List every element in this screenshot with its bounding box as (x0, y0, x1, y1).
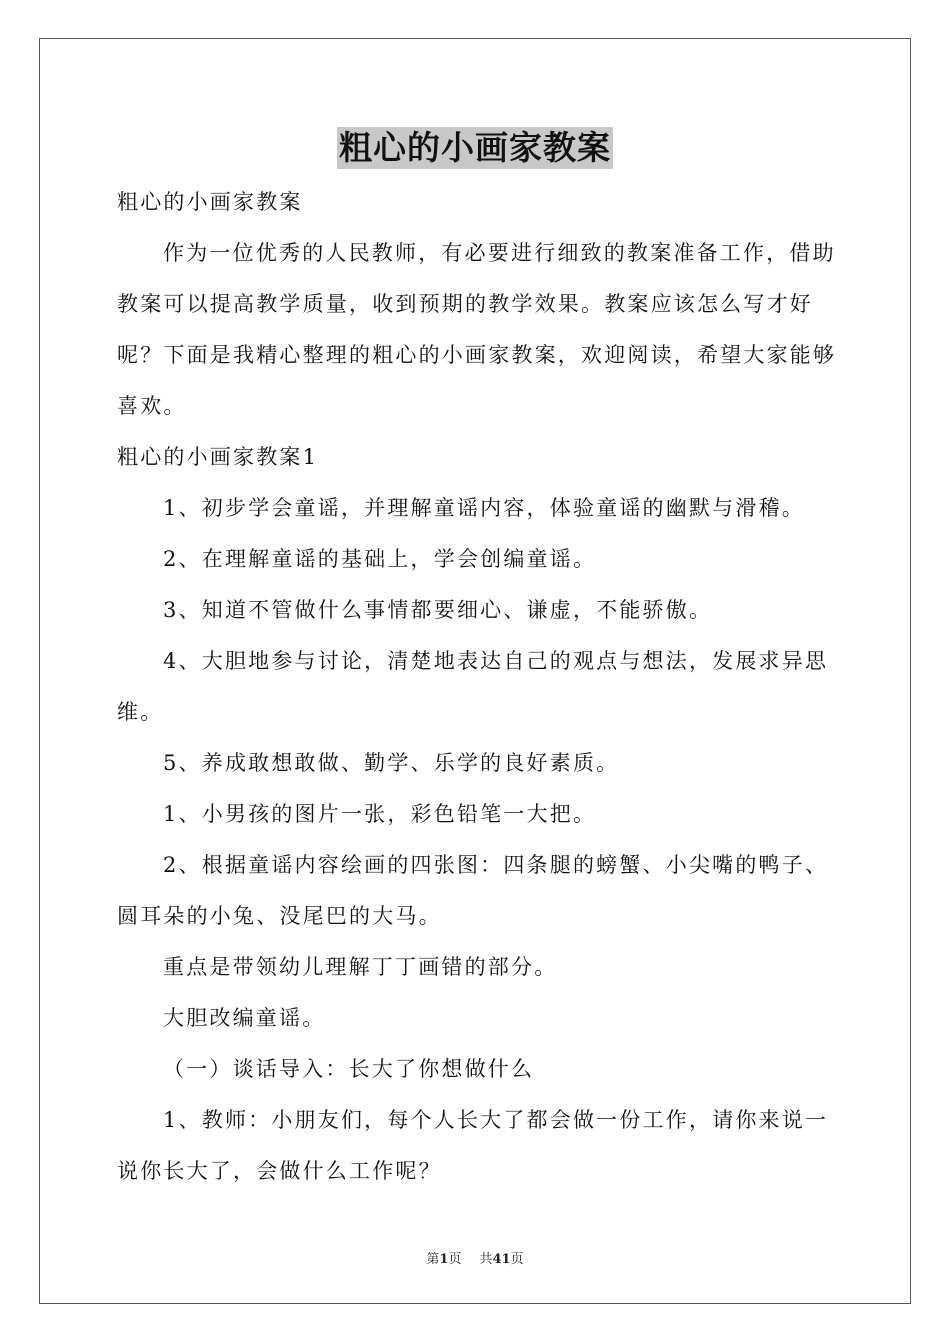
paragraph: 重点是带领幼儿理解丁丁画错的部分。 (163, 955, 558, 979)
paragraph: （一）谈话导入：长大了你想做什么 (163, 1057, 535, 1081)
document-title (0, 127, 950, 176)
document-title-text: 粗心的小画家教案 (339, 128, 611, 167)
paragraph: 1、初步学会童谣，并理解童谣内容，体验童谣的幽默与滑稽。 (163, 496, 805, 520)
footer-page-prefix: 第 (426, 1252, 440, 1267)
section-heading: 粗心的小画家教案1 (117, 445, 319, 469)
footer-total-pages: 41 (492, 1252, 511, 1267)
footer-total-prefix: 共 (479, 1252, 493, 1267)
paragraph: 2、根据童谣内容绘画的四张图：四条腿的螃蟹、小尖嘴的鸭子、圆耳朵的小兔、没尾巴的大马。 (117, 853, 829, 928)
paragraph: 5、养成敢想敢做、勤学、乐学的良好素质。 (163, 751, 620, 775)
footer-total-suffix: 页 (510, 1252, 524, 1267)
footer-page-number: 1 (439, 1252, 449, 1267)
footer-page-suffix: 页 (448, 1252, 462, 1267)
paragraph: 大胆改编童谣。 (163, 1006, 326, 1030)
paragraph: 1、小男孩的图片一张，彩色铅笔一大把。 (163, 802, 597, 826)
paragraph: 1、教师：小朋友们，每个人长大了都会做一份工作，请你来说一说你长大了，会做什么工作呢？ (117, 1108, 829, 1183)
paragraph: 4、大胆地参与讨论，清楚地表达自己的观点与想法，发展求异思维。 (117, 649, 829, 724)
paragraph: 粗心的小画家教案 (117, 190, 303, 214)
paragraph: 作为一位优秀的人民教师，有必要进行细致的教案准备工作，借助教案可以提高教学质量，收到预期的教学效果。教案应该怎么写才好呢？下面是我精心整理的粗心的小画家教案，欢迎阅读，希望大家能够喜欢。 (117, 241, 837, 418)
paragraph: 2、在理解童谣的基础上，学会创编童谣。 (163, 547, 597, 571)
page-footer (0, 1248, 950, 1267)
paragraph: 3、知道不管做什么事情都要细心、谦虚，不能骄傲。 (163, 598, 713, 622)
document-body (117, 177, 837, 1197)
